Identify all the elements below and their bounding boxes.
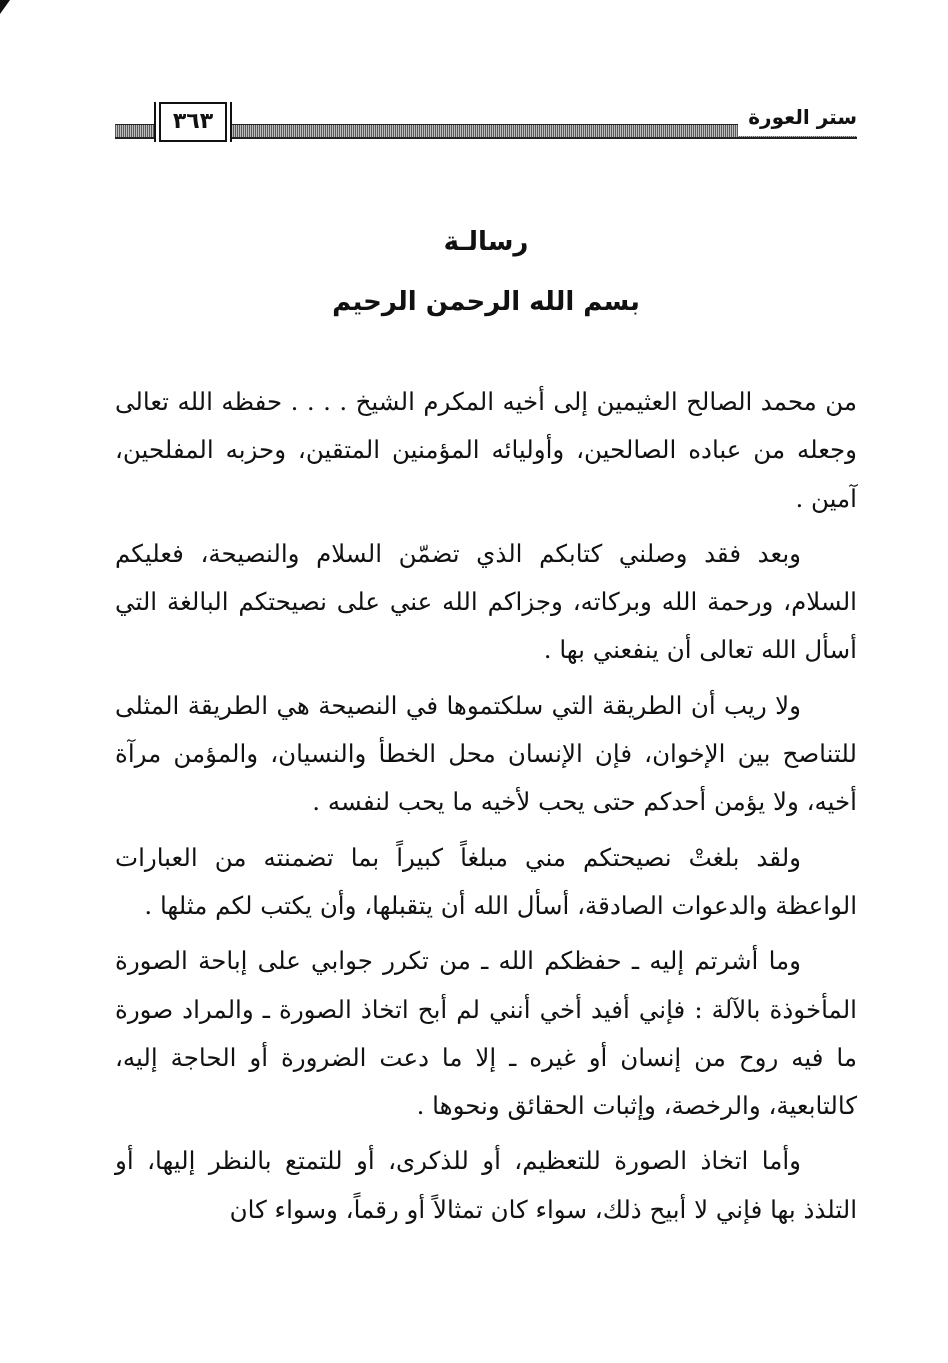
letter-heading: رسالـة (443, 227, 529, 257)
page-header (115, 100, 857, 144)
paragraph: وأما اتخاذ الصورة للتعظيم، أو للذكرى، أو للتمتع بالنظر إليها، أو التلذذ بها فإني لا أبيح ذلك، سواء كان تمثالاً أو رقماً، وسواء كان (115, 1146, 857, 1224)
basmala-heading: بسم الله الرحمن الرحيم (332, 287, 640, 317)
book-title: ستر العورة (738, 100, 857, 136)
paragraph: من محمد الصالح العثيمين إلى أخيه المكرم الشيخ . . . . حفظه الله تعالى وجعله من عباده الصالحين، وأوليائه المؤمنين المتقين، وحزبه المفلحين، آمين . (115, 387, 857, 513)
page-number: ٣٦٣ (159, 102, 227, 142)
paragraph: وما أشرتم إليه ـ حفظكم الله ـ من تكرر جوابي على إباحة الصورة المأخوذة بالآلة : فإني أفيد أخي أنني لم أبح اتخاذ الصورة ـ والمراد صورة ما فيه روح من إنسان أو غيره ـ إلا ما دعت الضرورة أو الحاجة إليه، كالتابعية، والرخصة، وإثبات الحقائق ونحوها . (115, 946, 857, 1121)
paragraph: وبعد فقد وصلني كتابكم الذي تضمّن السلام والنصيحة، فعليكم السلام، ورحمة الله وبركاته، وجزاكم الله عني على نصيحتكم البالغة التي أسأل الله تعالى أن ينفعني بها . (115, 538, 857, 665)
paragraph: ولا ريب أن الطريقة التي سلكتموها في النصيحة هي الطريقة المثلى للتناصح بين الإخوان، فإن الإنسان محل الخطأ والنسيان، والمؤمن مرآة أخيه، ولا يؤمن أحدكم حتى يحب لأخيه ما يحب لنفسه . (115, 690, 857, 817)
paragraph: ولقد بلغتْ نصيحتكم مني مبلغاً كبيراً بما تضمنته من العبارات الواعظة والدعوات الصادقة، أسأل الله أن يتقبلها، وأن يكتب لكم مثلها . (115, 842, 857, 920)
page-corner-mark (0, 0, 10, 14)
letter-body (115, 378, 857, 1241)
